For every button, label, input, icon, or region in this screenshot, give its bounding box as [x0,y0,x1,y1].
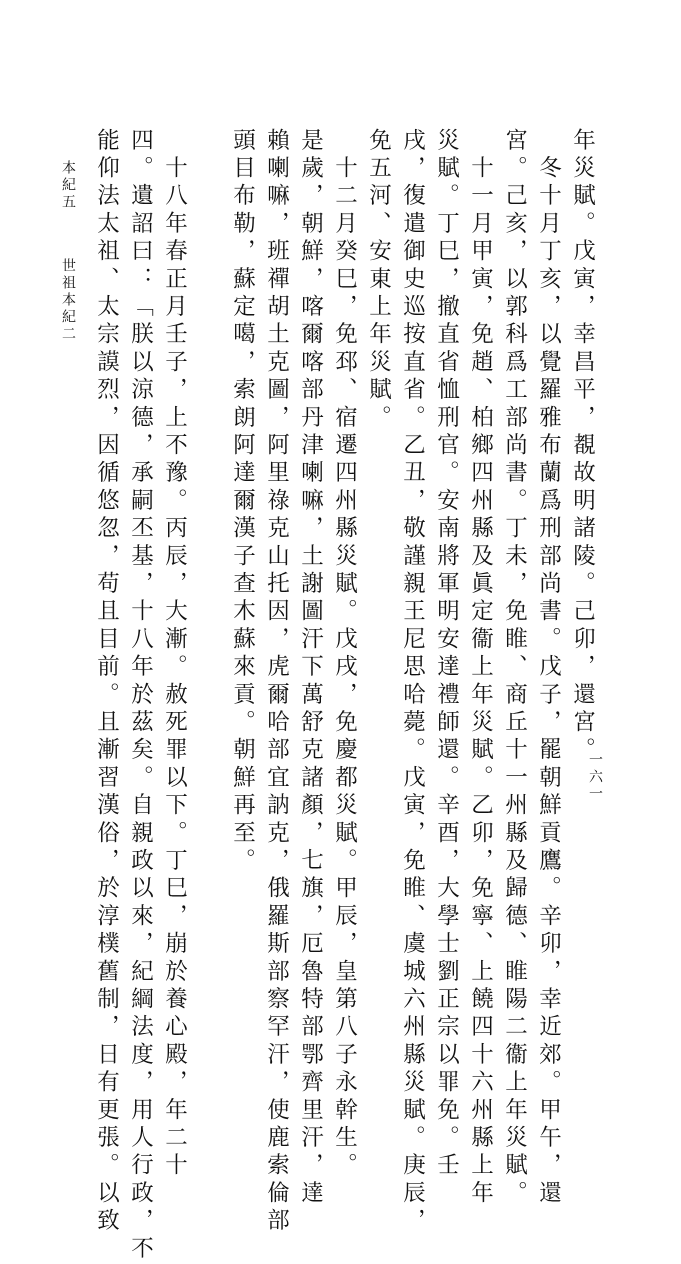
text-column-13: 十八年春正月壬子，上不豫。丙辰，大漸。赦死罪以下。丁巳，崩於養心殿，年二十 [161,128,188,1181]
text-column-5: 災賦。丁巳，撤直省恤刑官。安南將軍明安達禮師還。辛酉，大學士劉正宗以罪免。壬 [433,128,460,1181]
book-title-header: 世祖本紀二 [60,258,76,343]
text-column-6: 戌，復遣御史巡按直省。乙丑，敬謹親王尼思哈薨。戊寅，免睢、虞城六州縣災賦。庚辰， [399,128,426,1236]
text-column-1: 年災賦。戊寅，幸昌平，覩故明諸陵。己卯，還宮。 [569,128,596,766]
text-column-3: 宮。己亥，以郭科爲工部尚書。丁未，免睢、商丘十一州縣及歸德、睢陽二衞上年災賦。 [501,128,528,1209]
text-column-10: 賴喇嘛，班禪胡土克圖，阿里祿克山托因，虎爾哈部宜訥克，俄羅斯部察罕汗，使鹿索倫部 [263,128,290,1236]
text-column-7: 免五河、安東上年災賦。 [365,128,392,433]
text-column-9: 是歲，朝鮮，喀爾喀部丹津喇嘛，土謝圖汗下萬舒克諸顏，七旗，厄魯特部鄂齊里汗，達 [297,128,324,1209]
text-column-11: 頭目布勒，蘇定噶，索朗阿達爾漢子查木蘇來貢。朝鮮再至。 [229,128,256,876]
text-column-4: 十一月甲寅，免趙、柏鄉四州縣及眞定衞上年災賦。乙卯，免寧、上饒四十六州縣上年 [467,128,494,1209]
text-column-2: 冬十月丁亥，以覺羅雅布蘭爲刑部尚書。戊子，罷朝鮮貢鷹。辛卯，幸近郊。甲午，還 [535,128,562,1209]
text-column-15: 能仰法太祖、太宗謨烈，因循悠忽，苟且目前。且漸習漢俗，於淳樸舊制，日有更張。以致 [93,128,120,1236]
text-column-8: 十二月癸巳，免邳、宿遷四州縣災賦。戊戌，免慶都災賦。甲辰，皇第八子永幹生。 [331,128,358,1181]
text-column-14: 四。遺詔曰：「朕以涼德，承嗣丕基，十八年於茲矣。自親政以來，紀綱法度，用人行政，不 [127,128,154,1264]
chapter-header: 本紀五 [60,160,76,211]
page-number: 一六一 [587,752,603,803]
